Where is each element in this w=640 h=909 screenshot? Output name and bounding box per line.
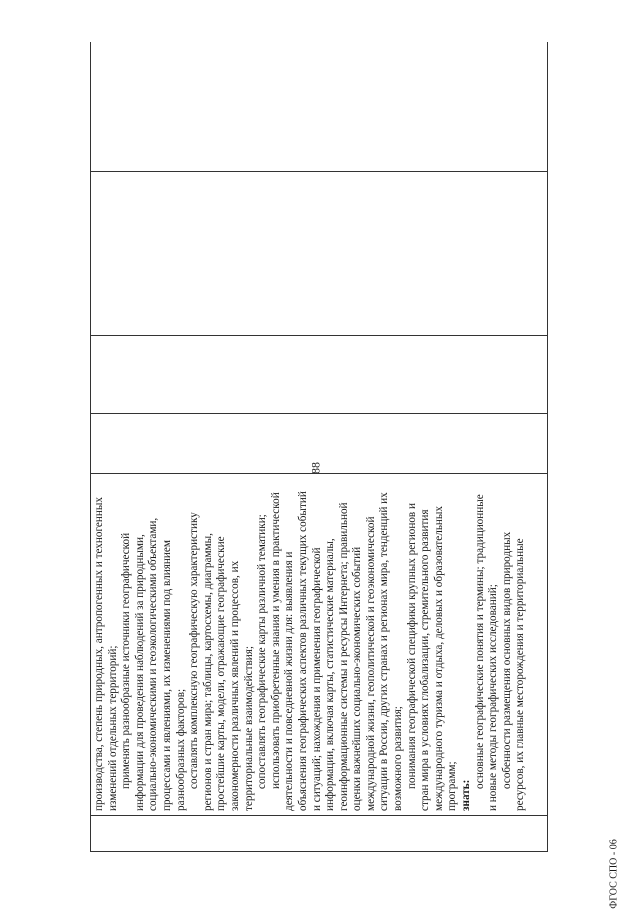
text-line: изменений отдельных территорий;	[106, 645, 119, 811]
text-line: международной жизни, геополитической и геоэкономической	[364, 516, 377, 811]
text-line: закономерности различных явлений и процессов, их	[228, 560, 241, 811]
table-cell-hours-max	[91, 414, 548, 474]
text-line: регионов и стран мира; таблицы, картосхемы, диаграммы,	[201, 533, 214, 811]
text-line: социально-экономическими и геоэкологическими объектами,	[147, 517, 160, 811]
text-line: деятельности и повседневной жизни для: выявления и	[283, 551, 296, 811]
text-line: оценки важнейших социально-экономических событий	[351, 546, 364, 811]
table-cell-competencies	[91, 42, 548, 172]
text-line: возможного развития;	[392, 706, 405, 811]
text-line: применять разнообразные источники географической	[120, 532, 133, 789]
text-line: программ;	[446, 761, 459, 811]
text-line: знать:	[460, 779, 473, 811]
text-line: простейшие карты, модели, отражающие географические	[215, 536, 228, 811]
text-line: геоинформационные системы и ресурсы Интернета; правильной	[337, 502, 350, 811]
text-line: основные географические понятия и термины; традиционные	[473, 494, 486, 789]
text-line: процессами и явлениями, их изменениями под влиянием	[160, 540, 173, 811]
text-line: производства, степень природных, антропогенных и техногенных	[93, 497, 105, 811]
text-line: понимания географической специфики крупных регионов и	[405, 503, 418, 789]
table-row	[91, 42, 548, 852]
text-line: объяснения географических аспектов различных текущих событий	[296, 491, 309, 811]
text-line: использовать приобретенные знания и умения в практической	[269, 492, 282, 789]
text-line: стран мира в условиях глобализации, стремительного развития	[419, 509, 432, 811]
footer-standard-code: ФГОС СПО - 06	[608, 839, 620, 909]
table-cell-discipline	[91, 172, 548, 336]
table-cell-hours-mandatory	[91, 336, 548, 414]
rotated-table	[90, 42, 548, 852]
text-line: ситуации в России, других странах и регионах мира, тенденций их	[378, 492, 391, 811]
text-line: и ситуаций; нахождения и применения географической	[310, 547, 323, 811]
text-line: ресурсов, их главные месторождения и территориальные	[514, 538, 527, 811]
text-line: информации для проведения наблюдений за природными,	[133, 534, 146, 811]
text-line: информации, включая карты, статистические материалы,	[324, 538, 337, 811]
text-line: и новые методы географических исследований;	[487, 584, 500, 811]
rotated-table-wrapper	[90, 42, 548, 852]
text-line: разнообразных факторов;	[174, 688, 187, 811]
page-number: 88	[308, 462, 323, 474]
text-line: территориальные взаимодействия;	[242, 646, 255, 811]
text-line: международного туризма и отдыха, деловых и образовательных	[432, 505, 445, 811]
standards-table	[90, 42, 548, 852]
competency-requirements-cell	[91, 474, 548, 816]
text-line: составлять комплексную географическую характеристику	[188, 512, 201, 789]
text-line: особенности размещения основных видов природных	[500, 531, 513, 789]
table-cell-index	[91, 816, 548, 852]
text-line: сопоставлять географические карты различной тематики;	[256, 514, 269, 789]
